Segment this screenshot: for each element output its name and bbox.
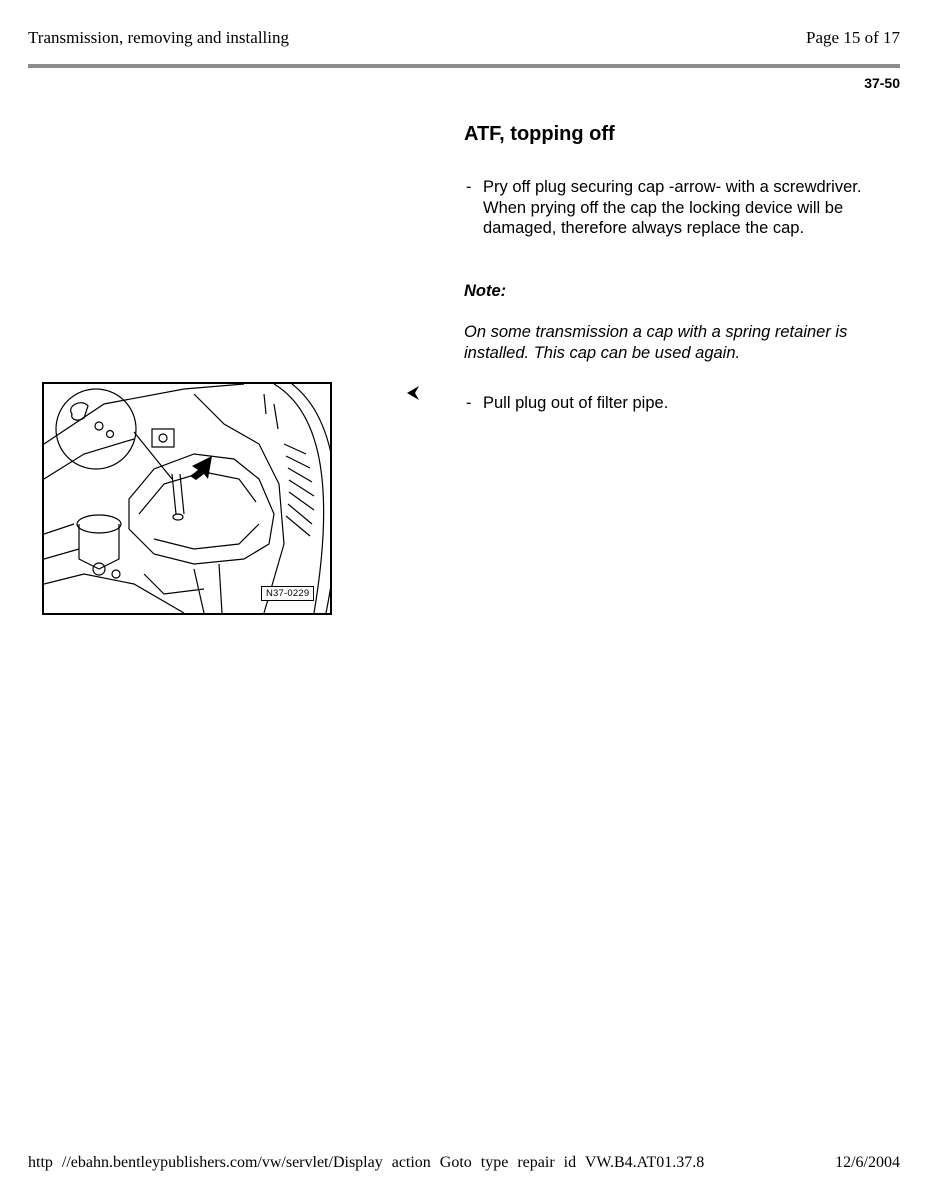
step-text: Pry off plug securing cap -arrow- with a screwdriver. When prying off the cap the locking device will be damaged, therefore always replace the cap.	[483, 178, 862, 237]
section-title: ATF, topping off	[464, 123, 615, 145]
transmission-drawing	[44, 384, 330, 613]
step-bullet: -	[466, 394, 472, 412]
page-indicator: Page 15 of 17	[806, 28, 900, 47]
document-title: Transmission, removing and installing	[28, 28, 289, 47]
page-code: 37-50	[864, 75, 900, 91]
step-text: Pull plug out of filter pipe.	[483, 394, 669, 412]
transmission-illustration	[42, 382, 332, 615]
header-divider	[28, 64, 900, 68]
print-date: 12/6/2004	[835, 1154, 900, 1171]
note-text: On some transmission a cap with a spring retainer is installed. This cap can be used again.	[464, 323, 848, 362]
note-label: Note:	[464, 282, 507, 300]
step-item	[464, 393, 884, 414]
source-url: http //ebahn.bentleypublishers.com/vw/servlet/Display action Goto type repair id VW.B4.AT01.37.8	[28, 1154, 705, 1171]
step-item	[464, 177, 884, 239]
figure-label: N37-0229	[261, 586, 314, 601]
pointer-arrow-icon	[405, 384, 423, 402]
step-bullet: -	[466, 178, 472, 196]
